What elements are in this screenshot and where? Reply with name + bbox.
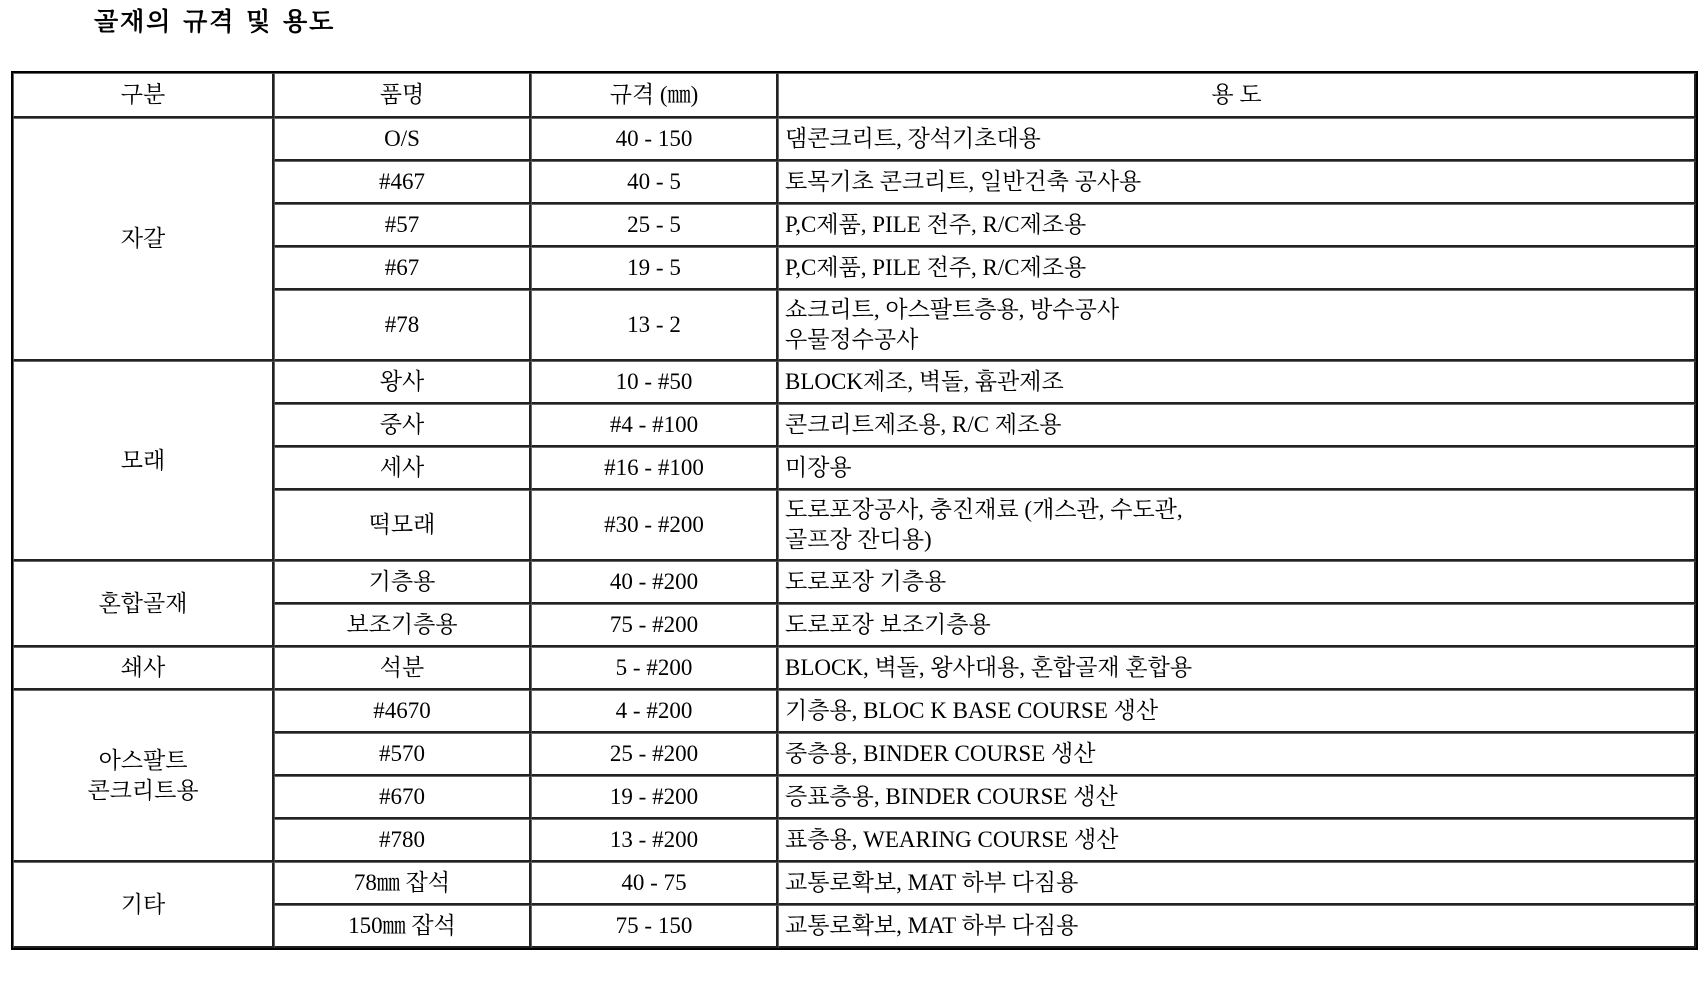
use-cell: 중층용, BINDER COURSE 생산	[778, 733, 1696, 776]
table-row	[13, 561, 1696, 604]
category-label: 자갈	[120, 226, 166, 252]
name-cell: 기층용	[274, 561, 531, 604]
category-label: 모래	[120, 447, 166, 473]
use-cell: P,C제품, PILE 전주, R/C제조용	[778, 204, 1696, 247]
category-label-line-2: 콘크리트용	[87, 777, 199, 803]
category-label: 아스팔트	[98, 747, 188, 773]
use-cell: 표층용, WEARING COURSE 생산	[778, 819, 1696, 862]
size-cell: 4 - #200	[531, 690, 778, 733]
use-cell	[778, 490, 1696, 561]
category-cell	[13, 862, 274, 948]
size-cell: 13 - 2	[531, 290, 778, 361]
table-row	[13, 118, 1696, 161]
use-cell: 기층용, BLOC K BASE COURSE 생산	[778, 690, 1696, 733]
name-cell: #467	[274, 161, 531, 204]
aggregate-spec-table	[11, 71, 1698, 950]
use-cell: P,C제품, PILE 전주, R/C제조용	[778, 247, 1696, 290]
size-cell: 40 - 5	[531, 161, 778, 204]
use-cell: 교통로확보, MAT 하부 다짐용	[778, 862, 1696, 905]
table-row	[13, 361, 1696, 404]
size-cell: 40 - 75	[531, 862, 778, 905]
header-name: 품명	[274, 73, 531, 118]
name-cell: 세사	[274, 447, 531, 490]
size-cell: 75 - #200	[531, 604, 778, 647]
name-cell: #780	[274, 819, 531, 862]
use-cell: 미장용	[778, 447, 1696, 490]
use-cell: BLOCK, 벽돌, 왕사대용, 혼합골재 혼합용	[778, 647, 1696, 690]
name-cell: 150㎜ 잡석	[274, 905, 531, 948]
size-cell: 19 - #200	[531, 776, 778, 819]
category-cell	[13, 561, 274, 647]
header-use: 용 도	[778, 73, 1696, 118]
size-cell: 19 - 5	[531, 247, 778, 290]
category-cell	[13, 647, 274, 690]
use-line-1: 도로포장공사, 충진재료 (개스관, 수도관,	[785, 497, 1183, 523]
use-cell: 교통로확보, MAT 하부 다짐용	[778, 905, 1696, 948]
size-cell: 13 - #200	[531, 819, 778, 862]
table-row	[13, 690, 1696, 733]
size-cell: 5 - #200	[531, 647, 778, 690]
name-cell: 78㎜ 잡석	[274, 862, 531, 905]
header-size: 규격 (㎜)	[531, 73, 778, 118]
use-line-2: 골프장 잔디용)	[785, 527, 932, 552]
table-header-row	[13, 73, 1696, 118]
name-cell: #670	[274, 776, 531, 819]
name-cell: #570	[274, 733, 531, 776]
size-cell: #16 - #100	[531, 447, 778, 490]
name-cell: #67	[274, 247, 531, 290]
size-cell: #30 - #200	[531, 490, 778, 561]
size-cell: 25 - 5	[531, 204, 778, 247]
category-cell	[13, 118, 274, 361]
name-cell: #78	[274, 290, 531, 361]
name-cell: 보조기층용	[274, 604, 531, 647]
name-cell: #4670	[274, 690, 531, 733]
table-row	[13, 647, 1696, 690]
name-cell: #57	[274, 204, 531, 247]
category-cell	[13, 361, 274, 561]
category-label: 쇄사	[120, 655, 166, 681]
category-label: 기타	[120, 891, 166, 917]
use-cell: 도로포장 기층용	[778, 561, 1696, 604]
use-cell: 도로포장 보조기층용	[778, 604, 1696, 647]
use-cell: 댐콘크리트, 장석기초대용	[778, 118, 1696, 161]
table-row	[13, 862, 1696, 905]
size-cell: 75 - 150	[531, 905, 778, 948]
use-cell: 증표층용, BINDER COURSE 생산	[778, 776, 1696, 819]
name-cell: 중사	[274, 404, 531, 447]
name-cell: 왕사	[274, 361, 531, 404]
size-cell: 25 - #200	[531, 733, 778, 776]
use-line-1: 쇼크리트, 아스팔트층용, 방수공사	[785, 297, 1120, 323]
category-cell	[13, 690, 274, 862]
page-title: 골재의 규격 및 용도	[94, 7, 336, 36]
name-cell: 석분	[274, 647, 531, 690]
use-cell: BLOCK제조, 벽돌, 흄관제조	[778, 361, 1696, 404]
size-cell: 10 - #50	[531, 361, 778, 404]
size-cell: 40 - 150	[531, 118, 778, 161]
use-cell: 토목기초 콘크리트, 일반건축 공사용	[778, 161, 1696, 204]
use-cell	[778, 290, 1696, 361]
category-label: 혼합골재	[98, 590, 188, 616]
use-line-2: 우물정수공사	[785, 327, 919, 352]
size-cell: #4 - #100	[531, 404, 778, 447]
size-cell: 40 - #200	[531, 561, 778, 604]
use-cell: 콘크리트제조용, R/C 제조용	[778, 404, 1696, 447]
header-category: 구분	[13, 73, 274, 118]
name-cell: O/S	[274, 118, 531, 161]
name-cell: 떡모래	[274, 490, 531, 561]
